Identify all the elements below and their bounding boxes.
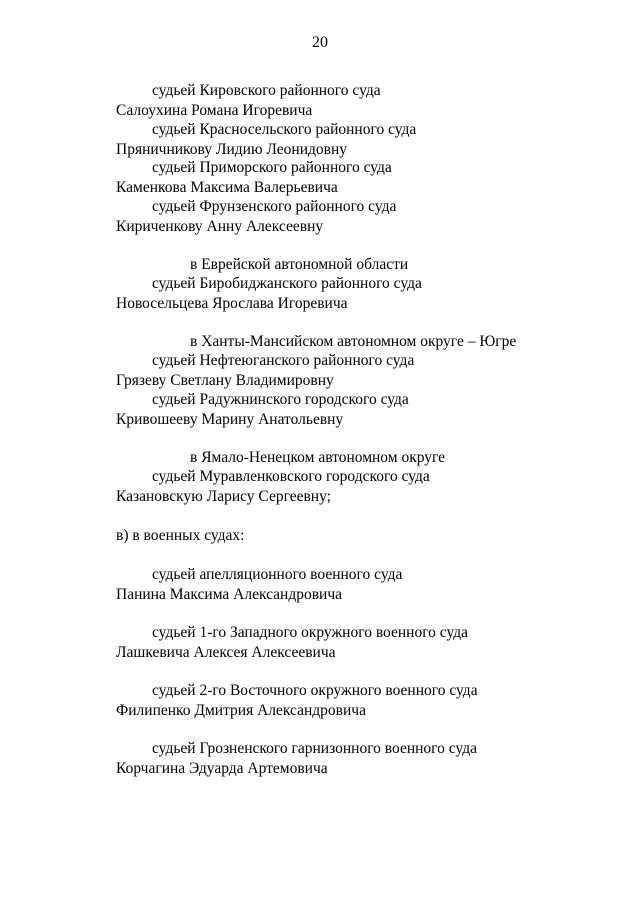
appointment-position: судьей апелляционного военного суда	[152, 566, 403, 583]
appointee-name: Корчагина Эдуарда Артемовича	[116, 760, 328, 777]
appointee-name: Казановскую Ларису Сергеевну;	[116, 488, 331, 505]
appointee-name: Кириченкову Анну Алексеевну	[116, 218, 324, 235]
appointee-name: Грязеву Светлану Владимировну	[116, 372, 334, 389]
appointee-name: Пряничникову Лидию Леонидовну	[116, 141, 348, 158]
appointment-position: судьей Радужнинского городского суда	[152, 391, 409, 408]
appointee-name: Филипенко Дмитрия Александровича	[116, 702, 366, 719]
appointment-position: судьей Нефтеюганского районного суда	[152, 352, 415, 369]
appointment-position: судьей Грозненского гарнизонного военного суда	[152, 740, 477, 757]
appointment-position: судьей Биробиджанского районного суда	[152, 275, 422, 292]
section-heading: в) в военных судах:	[116, 527, 245, 544]
appointment-position: судьей Муравленковского городского суда	[152, 468, 430, 485]
appointee-name: Каменкова Максима Валерьевича	[116, 179, 338, 196]
appointment-position: судьей 1-го Западного окружного военного суда	[152, 624, 469, 641]
page-number: 20	[312, 34, 328, 51]
appointment-position: судьей Приморского районного суда	[152, 159, 392, 176]
appointee-name: Новосельцева Ярослава Игоревича	[116, 295, 348, 312]
appointee-name: Кривошееву Марину Анатольевну	[116, 411, 344, 428]
appointee-name: Лашкевича Алексея Алексеевича	[116, 644, 336, 661]
appointment-position: судьей Красносельского районного суда	[152, 121, 417, 138]
appointee-name: Панина Максима Александровича	[116, 586, 343, 603]
region-heading: в Ямало-Ненецком автономном округе	[190, 449, 446, 466]
appointment-position: судьей 2-го Восточного окружного военного суда	[152, 682, 478, 699]
region-heading: в Ханты-Мансийском автономном округе – Югре	[190, 333, 517, 350]
appointment-position: судьей Фрунзенского районного суда	[152, 198, 397, 215]
appointment-position: судьей Кировского районного суда	[152, 82, 381, 99]
region-heading: в Еврейской автономной области	[190, 256, 409, 273]
appointee-name: Салоухина Романа Игоревича	[116, 102, 313, 119]
